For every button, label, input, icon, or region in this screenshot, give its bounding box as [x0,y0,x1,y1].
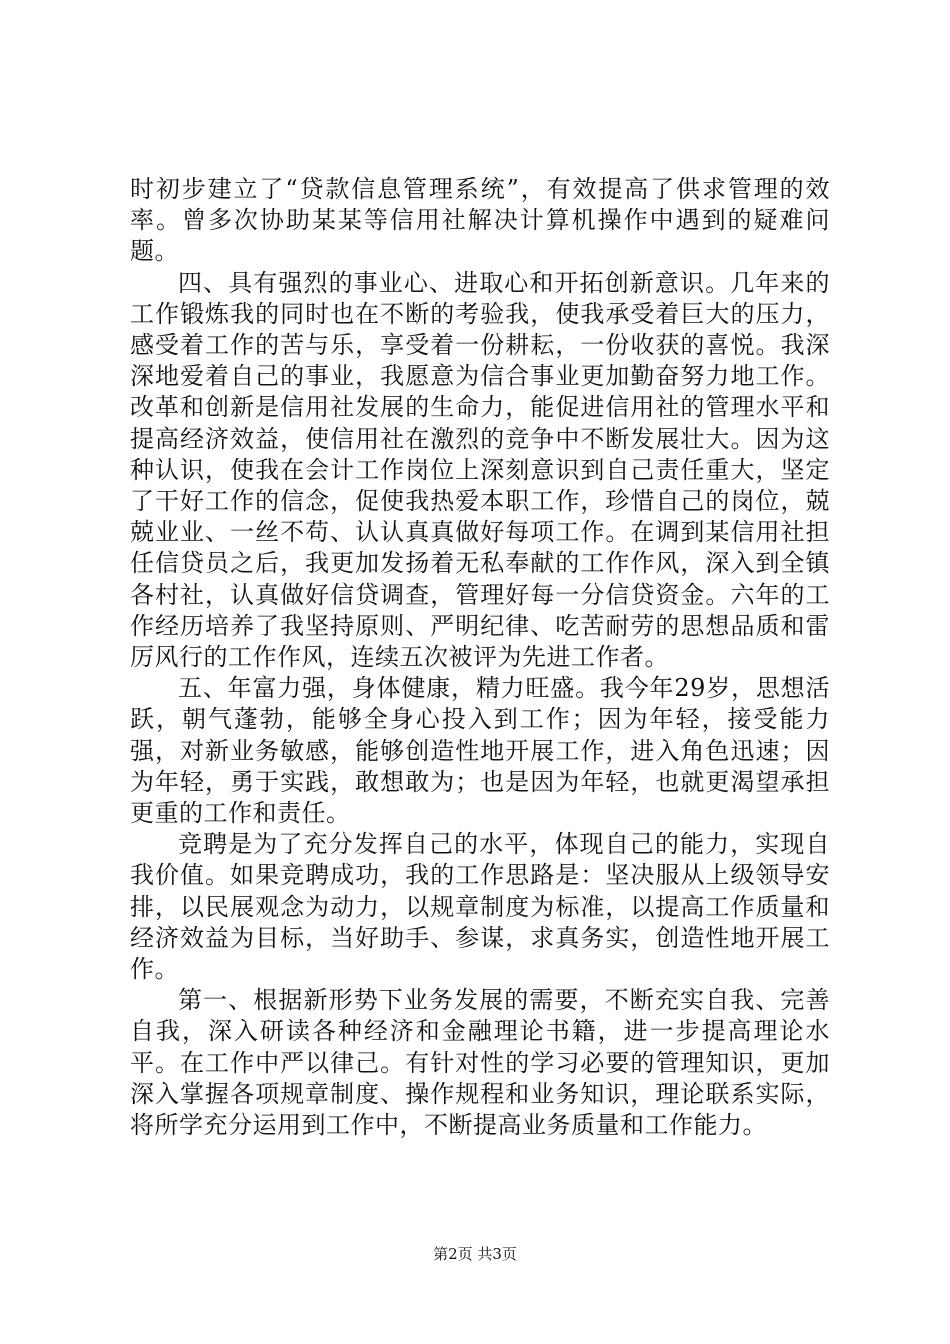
page-footer: 第2页 共3页 [433,1245,517,1263]
paragraph-first-plan: 第一、根据新形势下业务发展的需要，不断充实自我、完善自我，深入研读各种经济和金融理论书籍，进一步提高理论水平。在工作中严以律己。有针对性的学习必要的管理知识，更加深入掌握各项规章制度、操作规程和业务知识，理论联系实际，将所学充分运用到工作中，不断提高业务质量和工作能力。 [130,986,830,1140]
document-body [130,174,830,1141]
paragraph-continuation: 时初步建立了“贷款信息管理系统”，有效提高了供求管理的效率。曾多次协助某某等信用社解决计算机操作中遇到的疑难问题。 [130,175,830,266]
paragraph-point-five: 五、年富力强，身体健康，精力旺盛。我今年29岁，思想活跃，朝气蓬勃，能够全身心投入到工作；因为年轻，接受能力强，对新业务敏感，能够创造性地开展工作，进入角色迅速；因为年轻，勇于实践，敢想敢为；也是因为年轻，也就更渴望承担更重的工作和责任。 [130,674,830,828]
paragraph-point-four: 四、具有强烈的事业心、进取心和开拓创新意识。几年来的工作锻炼我的同时也在不断的考验我，使我承受着巨大的压力，感受着工作的苦与乐，享受着一份耕耘，一份收获的喜悦。我深深地爱着自己的事业，我愿意为信合事业更加勤奋努力地工作。改革和创新是信用社发展的生命力，能促进信用社的管理水平和提高经济效益，使信用社在激烈的竞争中不断发展壮大。因为这种认识，使我在会计工作岗位上深刻意识到自己责任重大，坚定了干好工作的信念，促使我热爱本职工作，珍惜自己的岗位，兢兢业业、一丝不苟、认认真真做好每项工作。在调到某信用社担任信贷员之后，我更加发扬着无私奉献的工作作风，深入到全镇各村社，认真做好信贷调查，管理好每一分信贷资金。六年的工作经历培养了我坚持原则、严明纪律、吃苦耐劳的思想品质和雷厉风行的工作作风，连续五次被评为先进工作者。 [130,268,830,672]
paragraph-work-plan: 竞聘是为了充分发挥自己的水平，体现自己的能力，实现自我价值。如果竞聘成功，我的工作思路是：坚决服从上级领导安排，以民展观念为动力，以规章制度为标准，以提高工作质量和经济效益为目标，当好助手、参谋，求真务实，创造性地开展工作。 [130,830,830,984]
